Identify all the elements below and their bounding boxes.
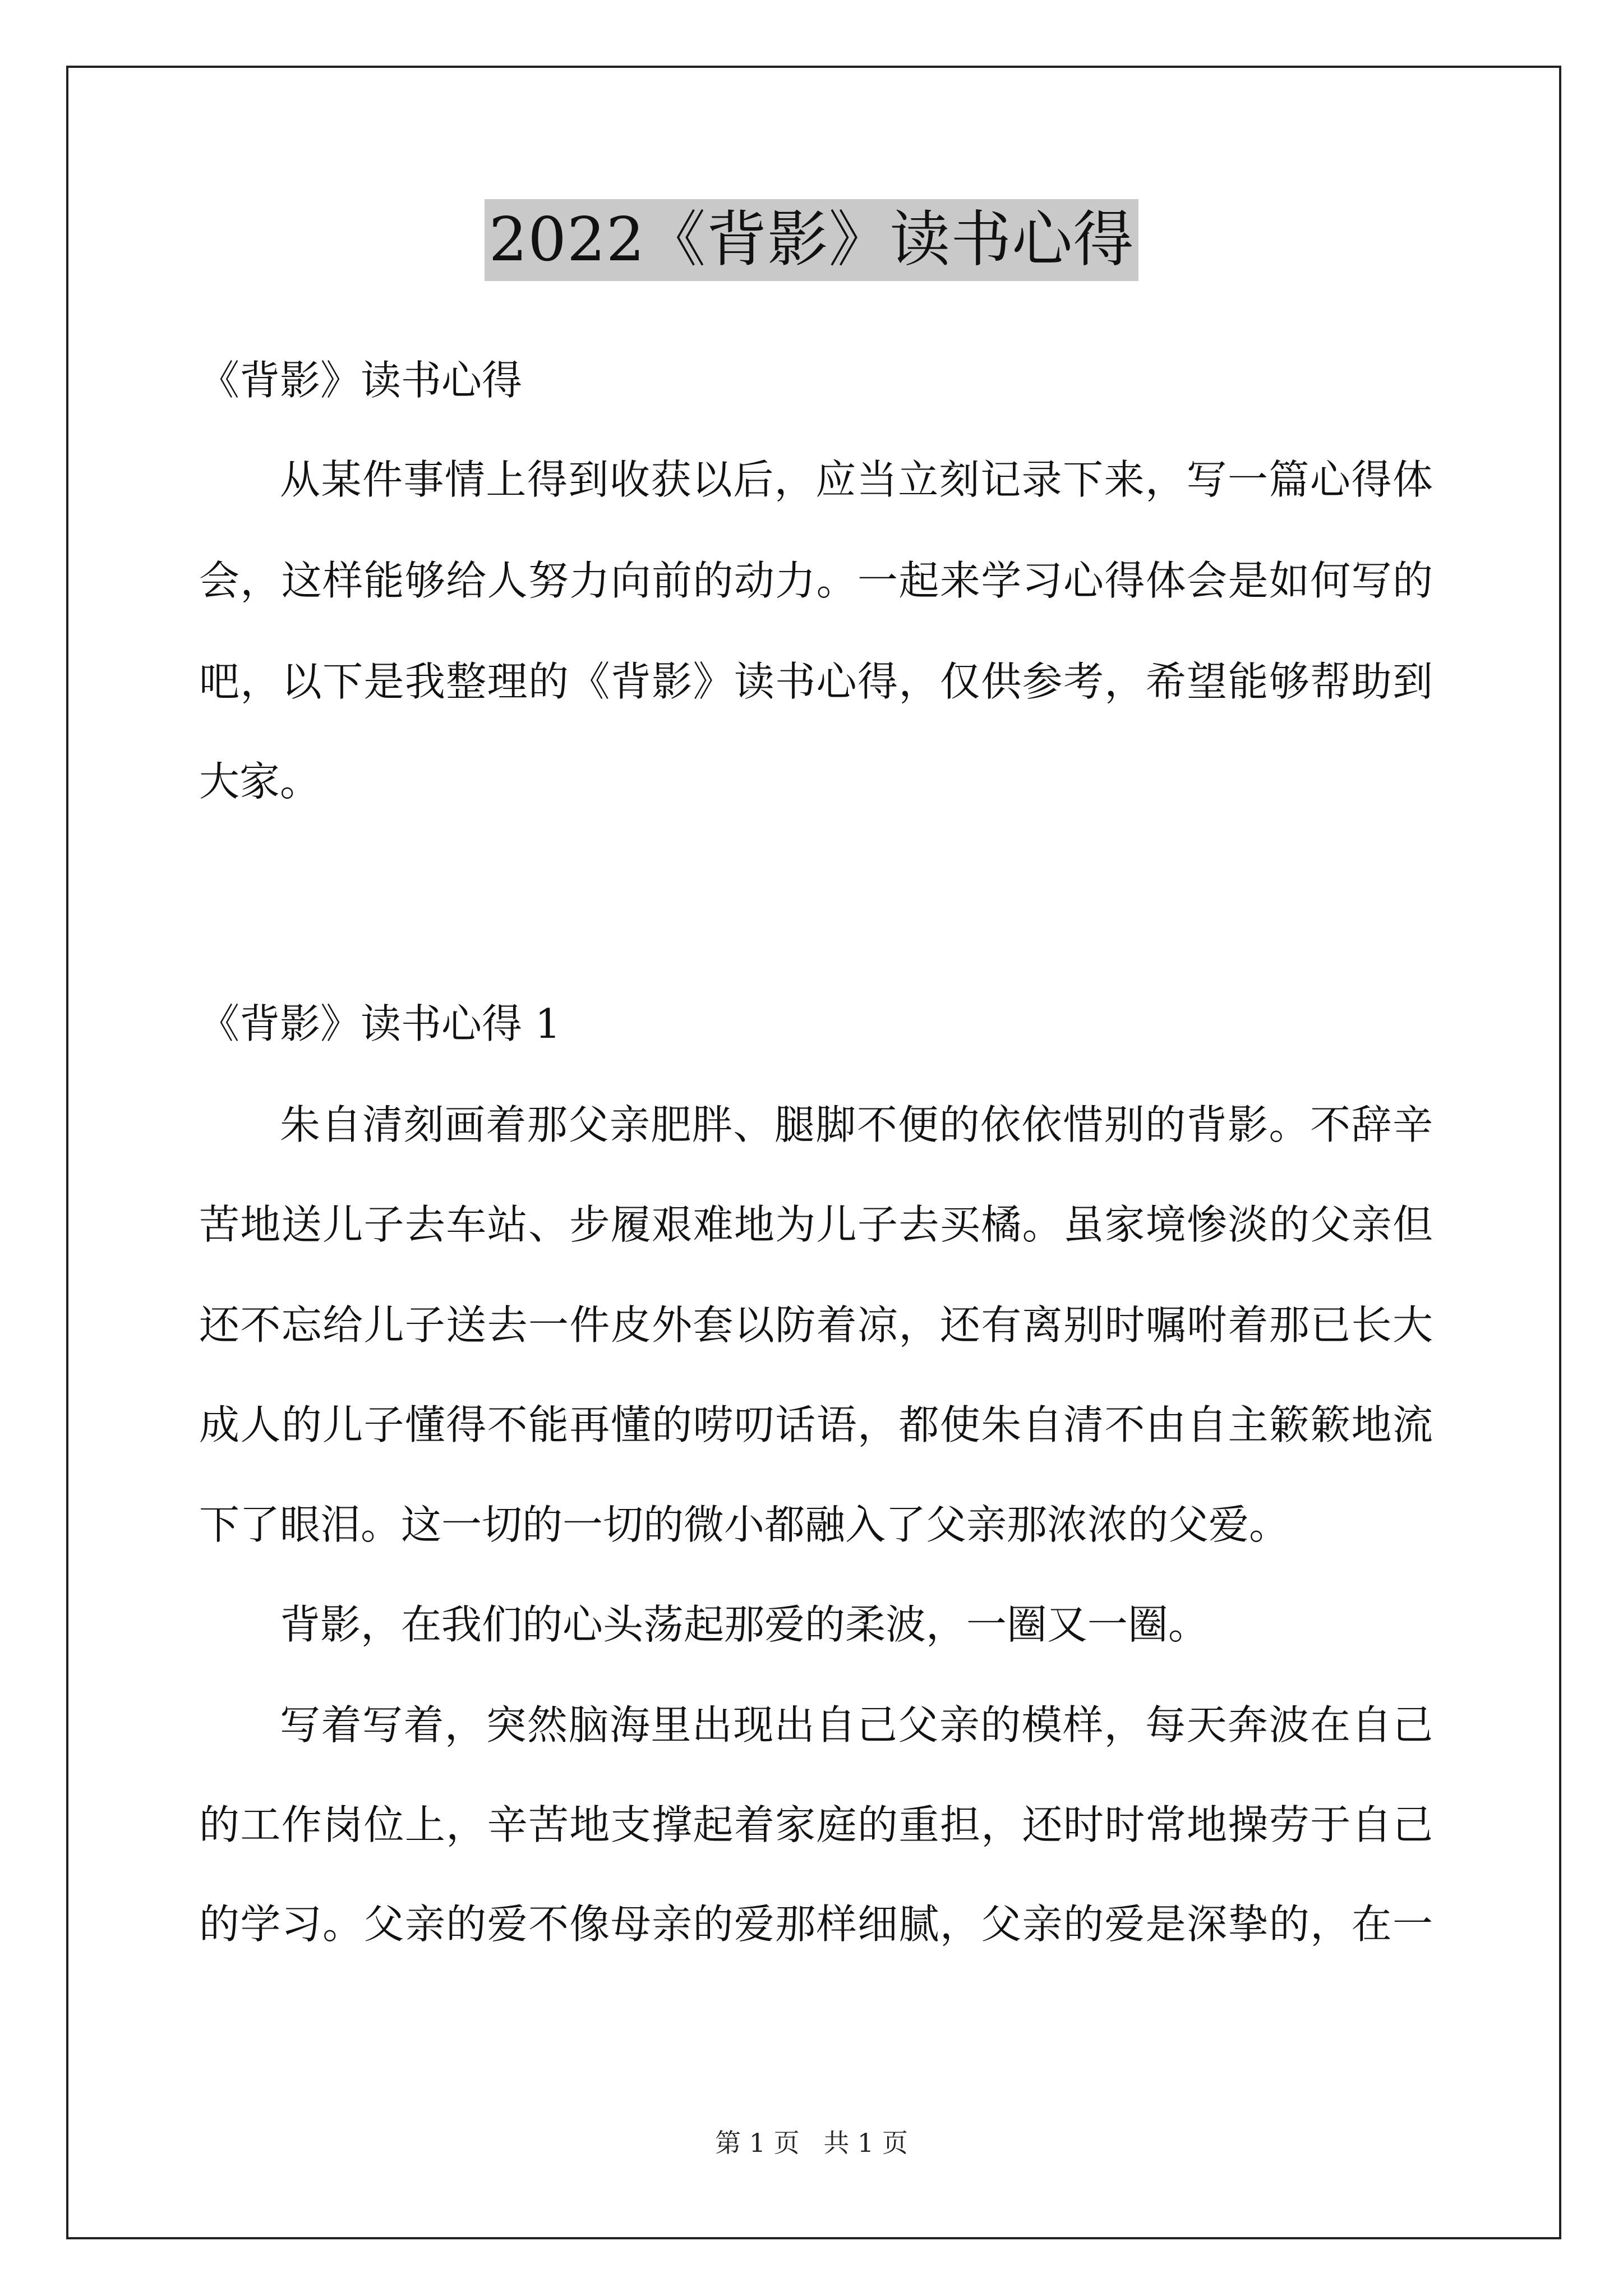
page-footer <box>0 2126 1623 2160</box>
title-container <box>0 199 1623 281</box>
intro-line: 从某件事情上得到收获以后，应当立刻记录下来，写一篇心得体 <box>280 456 1433 503</box>
section-heading: 《背影》读书心得 1 <box>199 1000 561 1047</box>
intro-line: 大家。 <box>199 758 321 805</box>
paragraph-line: 苦地送儿子去车站、步履艰难地为儿子去买橘。虽家境惨淡的父亲但 <box>199 1201 1433 1248</box>
paragraph-line: 背影，在我们的心头荡起那爱的柔波，一圈又一圈。 <box>280 1601 1209 1648</box>
subtitle: 《背影》读书心得 <box>199 357 523 404</box>
paragraph-line: 下了眼泪。这一切的一切的微小都融入了父亲那浓浓的父爱。 <box>199 1501 1290 1548</box>
paragraph-line: 写着写着，突然脑海里出现出自己父亲的模样，每天奔波在自己 <box>280 1701 1433 1749</box>
intro-line: 吧，以下是我整理的《背影》读书心得，仅供参考，希望能够帮助到 <box>199 658 1433 705</box>
paragraph-line: 还不忘给儿子送去一件皮外套以防着凉，还有离别时嘱咐着那已长大 <box>199 1301 1433 1349</box>
page-number: 第 1 页 <box>715 2128 800 2158</box>
intro-line: 会，这样能够给人努力向前的动力。一起来学习心得体会是如何写的 <box>199 557 1433 604</box>
paragraph-line: 的学习。父亲的爱不像母亲的爱那样细腻，父亲的爱是深挚的，在一 <box>199 1901 1433 1948</box>
document-title: 2022《背影》读书心得 <box>485 199 1139 281</box>
page-total: 共 1 页 <box>823 2128 908 2158</box>
paragraph-line: 朱自清刻画着那父亲肥胖、腿脚不便的依依惜别的背影。不辞辛 <box>280 1101 1433 1148</box>
paragraph-line: 的工作岗位上，辛苦地支撑起着家庭的重担，还时时常地操劳于自己 <box>199 1801 1433 1848</box>
paragraph-line: 成人的儿子懂得不能再懂的唠叨话语，都使朱自清不由自主簌簌地流 <box>199 1401 1433 1448</box>
